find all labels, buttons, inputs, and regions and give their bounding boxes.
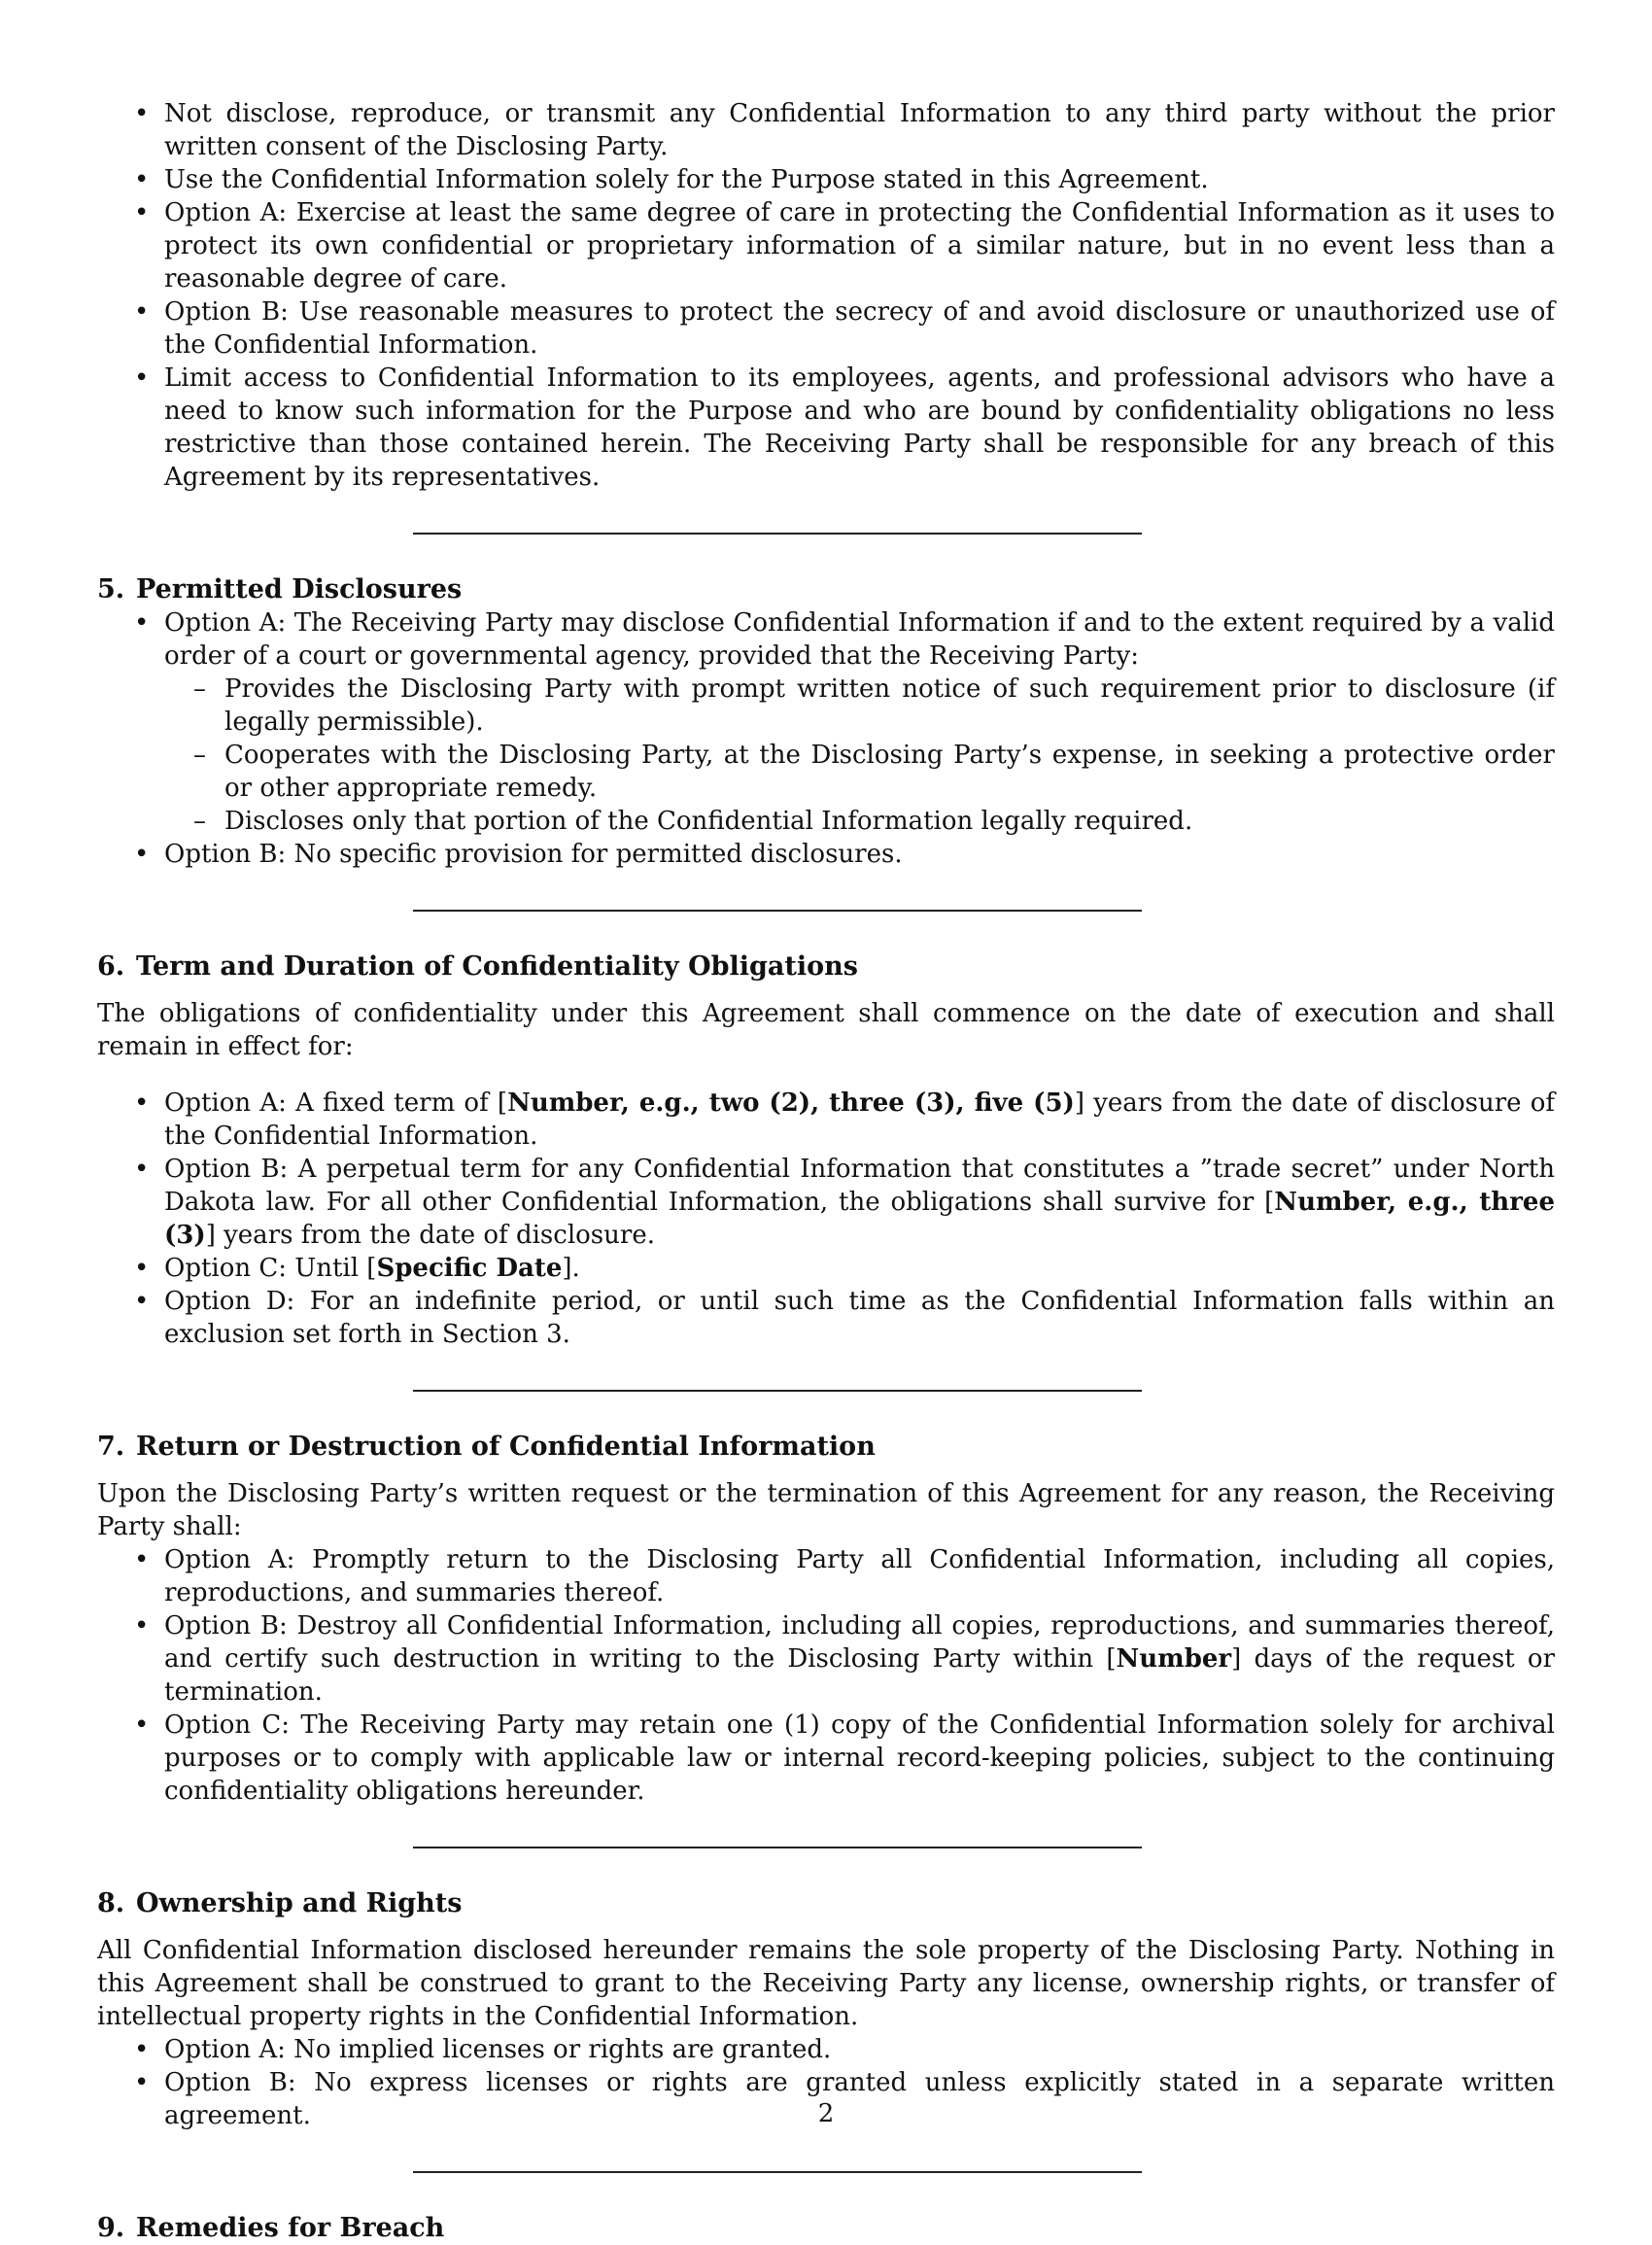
option-text: Option B: A perpetual term for any Confidential Information that constitutes a ”trade secret” under North Dakota law. For all other Confidential Information, the obligations shall survive for [ xyxy=(164,1155,1555,1217)
sub-list-item: – Provides the Disclosing Party with prompt written notice of such requirement prior to disclosure (if legally permissible). xyxy=(164,673,1555,739)
section-5-heading xyxy=(97,573,1555,606)
section-number: 7. xyxy=(97,1432,125,1462)
option-text: Option A: A fixed term of [ xyxy=(164,1088,508,1118)
section-title: Return or Destruction of Confidential Information xyxy=(136,1432,876,1462)
section-title: Ownership and Rights xyxy=(136,1888,463,1918)
list-item: • Option D: For an indefinite period, or until such time as the Confidential Information falls within an exclusion set forth in Section 3. xyxy=(97,1285,1555,1351)
section-number: 5. xyxy=(97,574,125,604)
option-text: Option C: Until [ xyxy=(164,1254,377,1283)
list-item: • Use the Confidential Information solely for the Purpose stated in this Agreement. xyxy=(97,163,1555,196)
section-intro: The obligations of confidentiality under this Agreement shall commence on the date of execution and shall remain in effect for: xyxy=(97,999,1555,1061)
section-title: Permitted Disclosures xyxy=(136,574,463,604)
sub-list-item: – Discloses only that portion of the Confidential Information legally required. xyxy=(164,805,1555,838)
list-item: • Option A: No implied licenses or rights are granted. xyxy=(97,2033,1555,2066)
section-intro: Upon the Disclosing Party’s written request or the termination of this Agreement for any reason, the Receiving Party shall: xyxy=(97,1479,1555,1541)
placeholder-text: Number xyxy=(1116,1644,1232,1674)
section-9-heading xyxy=(97,2212,1555,2245)
placeholder-text: Number, e.g., three (3) xyxy=(164,1188,1555,1250)
page-number: 2 xyxy=(817,2099,835,2128)
option-text: ] days of the request or termination. xyxy=(164,1644,1555,1707)
list-item xyxy=(97,1252,1555,1285)
list-item xyxy=(97,606,1555,838)
option-text: ] years from the date of disclosure. xyxy=(205,1221,655,1250)
placeholder-text: Specific Date xyxy=(376,1254,563,1283)
section-number: 9. xyxy=(97,2213,125,2243)
option-text: Option B: Destroy all Confidential Information, including all copies, reproductions, and summaries thereof, and certify such destruction in writing to the Disclosing Party within [ xyxy=(164,1611,1555,1674)
option-text: ]. xyxy=(562,1254,580,1283)
return-options-list xyxy=(97,1543,1555,1808)
list-item: • Option B: No specific provision for permitted disclosures. xyxy=(97,838,1555,871)
section-number: 8. xyxy=(97,1888,125,1918)
placeholder-text: Number, e.g., two (2), three (3), five (5) xyxy=(507,1088,1075,1118)
list-item: • Option B: No express licenses or rights are granted unless explicitly stated in a separate written agreement. xyxy=(97,2066,1555,2132)
section-divider xyxy=(413,910,1142,912)
list-item xyxy=(97,1153,1555,1252)
list-item: • Option B: Use reasonable measures to protect the secrecy of and avoid disclosure or unauthorized use of the Confidential Information. xyxy=(97,295,1555,362)
term-options-list xyxy=(97,1087,1555,1351)
list-item: • Option A: Promptly return to the Disclosing Party all Confidential Information, including all copies, reproductions, and summaries thereof. xyxy=(97,1543,1555,1609)
obligations-list xyxy=(97,97,1555,494)
sub-list xyxy=(164,673,1555,838)
section-divider xyxy=(413,2171,1142,2173)
option-text: ] years from the date of disclosure of the Confidential Information. xyxy=(164,1088,1555,1151)
list-item: • Option C: The Receiving Party may retain one (1) copy of the Confidential Information solely for archival purposes or to comply with applicable law or internal record-keeping policies, subject to the continuing confidentiality obligations hereunder. xyxy=(97,1709,1555,1808)
section-6-heading xyxy=(97,950,1555,984)
section-number: 6. xyxy=(97,951,125,982)
permitted-disclosures-list xyxy=(97,606,1555,871)
list-item xyxy=(97,1087,1555,1153)
section-divider xyxy=(413,533,1142,535)
sub-list-item: – Cooperates with the Disclosing Party, at the Disclosing Party’s expense, in seeking a protective order or other appropriate remedy. xyxy=(164,739,1555,805)
list-item: • Not disclose, reproduce, or transmit any Confidential Information to any third party without the prior written consent of the Disclosing Party. xyxy=(97,97,1555,163)
section-8-heading xyxy=(97,1887,1555,1920)
list-item: • Option A: Exercise at least the same degree of care in protecting the Confidential Information as it uses to protect its own confidential or proprietary information of a similar nature, but in no event less than a reasonable degree of care. xyxy=(97,196,1555,295)
section-divider xyxy=(413,1847,1142,1848)
section-title: Term and Duration of Confidentiality Obligations xyxy=(136,951,858,982)
section-7-heading xyxy=(97,1431,1555,1464)
section-title: Remedies for Breach xyxy=(136,2213,445,2243)
section-intro: All Confidential Information disclosed hereunder remains the sole property of the Disclosing Party. Nothing in this Agreement shall be construed to grant to the Receiving Party any license, ownership rights, or transfer of intellectual property rights in the Confidential Information. xyxy=(97,1936,1555,2031)
list-item: • Limit access to Confidential Information to its employees, agents, and professional advisors who have a need to know such information for the Purpose and who are bound by confidentiality obligations no less restrictive than those contained herein. The Receiving Party shall be responsible for any breach of this Agreement by its representatives. xyxy=(97,362,1555,494)
option-text: Option A: The Receiving Party may disclose Confidential Information if and to the extent required by a valid order of a court or governmental agency, provided that the Receiving Party: xyxy=(164,608,1555,671)
section-divider xyxy=(413,1390,1142,1392)
list-item xyxy=(97,1609,1555,1709)
document-page xyxy=(97,97,1555,2245)
